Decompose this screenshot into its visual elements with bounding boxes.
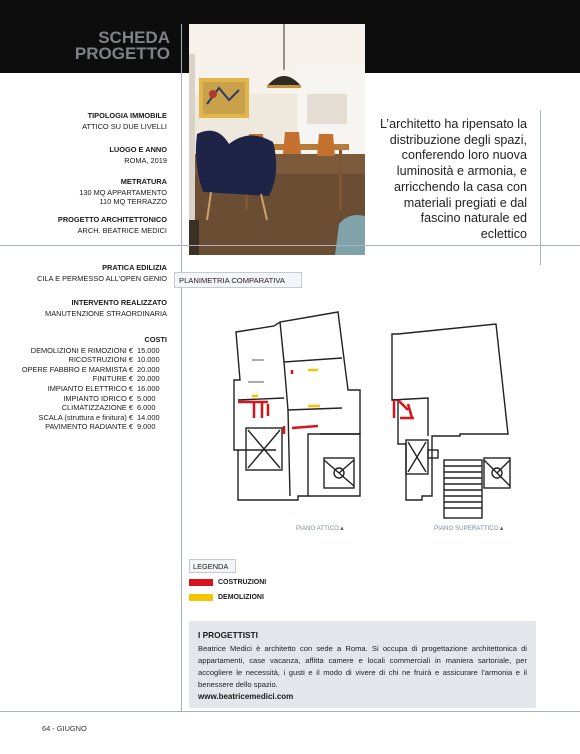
cost-name: CLIMATIZZAZIONE € — [61, 403, 133, 413]
legend-costruzioni: COSTRUZIONI — [218, 579, 267, 586]
plan-label: PLANIMETRIA COMPARATIVA — [174, 272, 302, 288]
progettisti-title: I PROGETTISTI — [198, 630, 258, 640]
caption-piano-superattico — [434, 525, 505, 532]
page-title — [70, 30, 170, 62]
swatch-demolizioni — [189, 594, 213, 601]
caption-attico-text: PIANO ATTICO — [296, 525, 339, 532]
luogo-block — [109, 145, 167, 165]
guide-line-bottom — [0, 711, 580, 712]
page-footer: 64 - GIUGNO — [42, 724, 87, 733]
cost-name: PAVIMENTO RADIANTE € — [45, 422, 133, 432]
guide-line-horizontal — [0, 245, 580, 246]
caption-piano-attico — [296, 525, 345, 532]
progetto-block — [58, 215, 167, 235]
cost-row — [22, 413, 167, 423]
cost-name: RICOSTRUZIONI € — [68, 355, 133, 365]
website-link[interactable]: www.beatricemedici.com — [198, 692, 294, 701]
tipologia-label: TIPOLOGIA IMMOBILE — [87, 111, 167, 120]
legend-label: LEGENDA — [189, 559, 236, 573]
triangle-icon: ▲ — [338, 525, 345, 532]
cost-name: DEMOLIZIONI E RIMOZIONI € — [30, 345, 133, 355]
cost-value: 14.000 — [137, 412, 160, 422]
interior-photo — [189, 24, 365, 255]
cost-value: 20.000 — [137, 364, 160, 374]
tipologia-value: ATTICO SU DUE LIVELLI — [82, 121, 167, 131]
cost-row — [22, 355, 167, 365]
cost-value: 20.000 — [137, 374, 160, 384]
guide-line-vertical-right — [540, 110, 541, 265]
caption-superattico-text: PIANO SUPERATTICO — [434, 525, 499, 532]
cost-row — [22, 394, 167, 404]
metratura-value-2: 110 MQ TERRAZZO — [99, 197, 167, 207]
progettisti-text: Beatrice Medici è architetto con sede a Roma. Si occupa di progettazione architettonica di appartamenti, case vacanza, affitta camere e locali commerciali in maniera sartoriale, per accogliere le necessità, i gusti e il modo di vivere di chi ne fruirà e assicurare l’armonia e il benessere dello spazio. — [198, 644, 527, 689]
luogo-label: LUOGO E ANNO — [109, 145, 167, 154]
cost-value: 15.000 — [137, 345, 160, 355]
costs-list — [22, 346, 167, 432]
cost-value: 6.000 — [137, 403, 156, 413]
swatch-costruzioni — [189, 579, 213, 586]
cost-value: 10.000 — [137, 355, 160, 365]
luogo-value: ROMA, 2019 — [124, 155, 167, 165]
title-line-1: SCHEDA — [98, 28, 170, 47]
progetto-value: ARCH. BEATRICE MEDICI — [77, 225, 167, 235]
tipologia-block — [82, 111, 167, 131]
title-line-2: PROGETTO — [74, 44, 170, 63]
cost-name: SCALA (struttura e finitura) € — [38, 412, 133, 422]
progetto-label: PROGETTO ARCHITETTONICO — [57, 215, 167, 224]
pull-quote: L’architetto ha ripensato la distribuzione degli spazi, conferendo loro nuova luminosità e armonia, e arricchendo la casa con materiali pregiati e dal fascino naturale ed eclettico — [379, 117, 527, 241]
cost-row — [22, 346, 167, 356]
cost-name: OPERE FABBRO E MARMISTA € — [21, 364, 133, 374]
cost-name: IMPIANTO IDRICO € — [63, 393, 133, 403]
cost-row — [22, 422, 167, 432]
cost-row — [22, 365, 167, 375]
metratura-label: METRATURA — [120, 177, 167, 186]
cost-row — [22, 403, 167, 413]
floor-plan-drawing — [228, 300, 528, 520]
cost-value: 16.000 — [137, 383, 160, 393]
cost-value: 9.000 — [137, 422, 156, 432]
pratica-block — [37, 263, 167, 283]
guide-line-vertical — [181, 24, 182, 712]
triangle-icon: ▲ — [498, 525, 505, 532]
cost-row — [22, 384, 167, 394]
cost-value: 5.000 — [137, 393, 156, 403]
cost-row — [22, 374, 167, 384]
costs-label: COSTI — [144, 335, 167, 344]
cost-name: IMPIANTO ELETTRICO € — [47, 383, 133, 393]
intervento-label: INTERVENTO REALIZZATO — [71, 298, 167, 307]
costs-block — [22, 335, 167, 432]
intervento-value: MANUTENZIONE STRAORDINARIA — [45, 308, 167, 318]
legend-demolizioni: DEMOLIZIONI — [218, 594, 264, 601]
progettisti-box — [189, 621, 536, 708]
intervento-block — [45, 298, 167, 318]
cost-name: FINITURE € — [92, 374, 133, 384]
pratica-value: CILA E PERMESSO ALL'OPEN GENIO — [37, 273, 167, 283]
metratura-block — [79, 177, 167, 207]
pratica-label: PRATICA EDILIZIA — [102, 263, 167, 272]
metratura-value-1: 130 MQ APPARTAMENTO — [79, 187, 167, 197]
